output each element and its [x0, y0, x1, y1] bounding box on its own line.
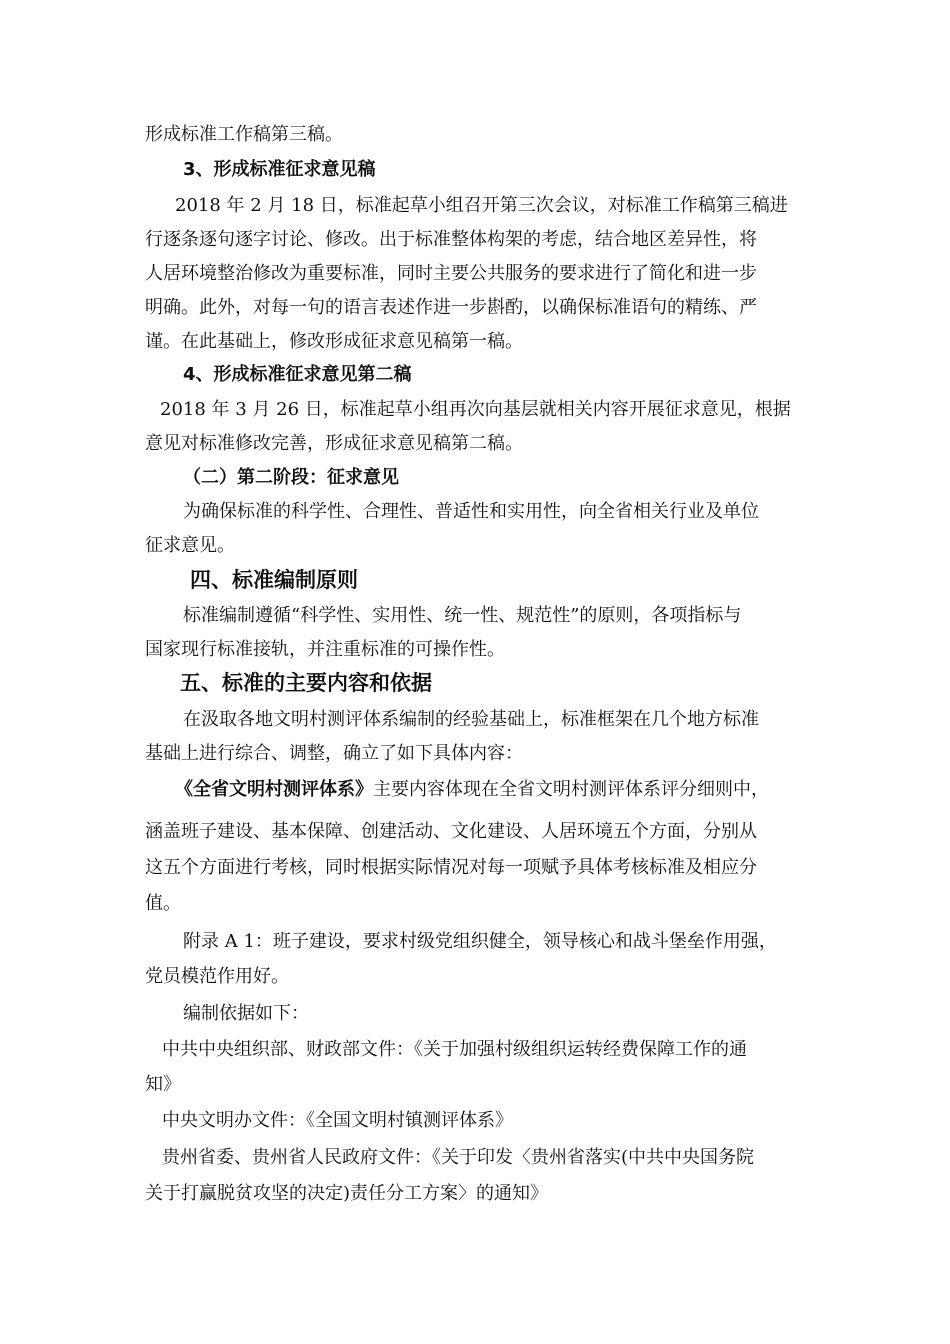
text-line: 关于打赢脱贫攻坚的决定)责任分工方案〉的通知》 [145, 1183, 549, 1204]
text-line: 意见对标准修改完善，形成征求意见稿第二稿。 [145, 433, 523, 454]
text-line: 贵州省委、贵州省人民政府文件：《关于印发〈贵州省落实(中共中央国务院 [162, 1147, 755, 1168]
text-span: 主要内容体现在全省文明村测评体系评分细则中， [373, 779, 769, 800]
text-line: 明确。此外，对每一句的语言表述作进一步斟酌，以确保标准语句的精练、严 [145, 297, 757, 318]
text-line: 人居环境整治修改为重要标准，同时主要公共服务的要求进行了简化和进一步 [145, 263, 757, 284]
text-line: 基础上进行综合、调整，确立了如下具体内容： [145, 743, 523, 764]
paragraph-continuation: 形成标准工作稿第三稿。 [145, 124, 343, 145]
text-line: 行逐条逐句逐字讨论、修改。出于标准整体构架的考虑，结合地区差异性，将 [145, 229, 757, 250]
heading-form-draft-for-comments: 3、形成标准征求意见稿 [183, 159, 376, 180]
text-line: 征求意见。 [145, 535, 235, 556]
text-line: 国家现行标准接轨，并注重标准的可操作性。 [145, 639, 505, 660]
text-line: 在汲取各地文明村测评体系编制的经验基础上，标准框架在几个地方标准 [183, 709, 759, 730]
text-line: 涵盖班子建设、基本保障、创建活动、文化建设、人居环境五个方面，分别从 [145, 821, 757, 842]
section-heading-main-content: 五、标准的主要内容和依据 [180, 671, 432, 695]
section-heading-principles: 四、标准编制原则 [190, 568, 358, 592]
text-line: 中共中央组织部、财政部文件：《关于加强村级组织运转经费保障工作的通 [162, 1039, 747, 1060]
text-line: 2018 年 2 月 18 日，标准起草小组召开第三次会议，对标准工作稿第三稿进 [175, 195, 788, 216]
heading-stage-two: （二）第二阶段：征求意见 [183, 467, 399, 488]
text-line: 2018 年 3 月 26 日，标准起草小组再次向基层就相关内容开展征求意见，根据 [160, 399, 791, 420]
text-line: 附录 A 1：班子建设，要求村级党组织健全，领导核心和战斗堡垒作用强， [183, 931, 777, 952]
paragraph-basis-intro: 编制依据如下： [183, 1003, 309, 1024]
text-line [175, 773, 769, 807]
text-line: 谨。在此基础上，修改形成征求意见稿第一稿。 [145, 331, 523, 352]
text-line: 党员模范作用好。 [145, 966, 289, 987]
document-title-bold: 《全省文明村测评体系》 [175, 779, 373, 800]
heading-second-draft-for-comments: 4、形成标准征求意见第二稿 [183, 364, 412, 385]
text-line: 知》 [145, 1074, 181, 1095]
text-line: 这五个方面进行考核，同时根据实际情况对每一项赋予具体考核标准及相应分 [145, 857, 757, 878]
text-line: 值。 [145, 893, 181, 914]
reference-civilization-office: 中央文明办文件：《全国文明村镇测评体系》 [162, 1110, 513, 1131]
text-line: 为确保标准的科学性、合理性、普适性和实用性，向全省相关行业及单位 [183, 501, 759, 522]
text-line: 标准编制遵循“科学性、实用性、统一性、规范性”的原则，各项指标与 [183, 605, 742, 626]
